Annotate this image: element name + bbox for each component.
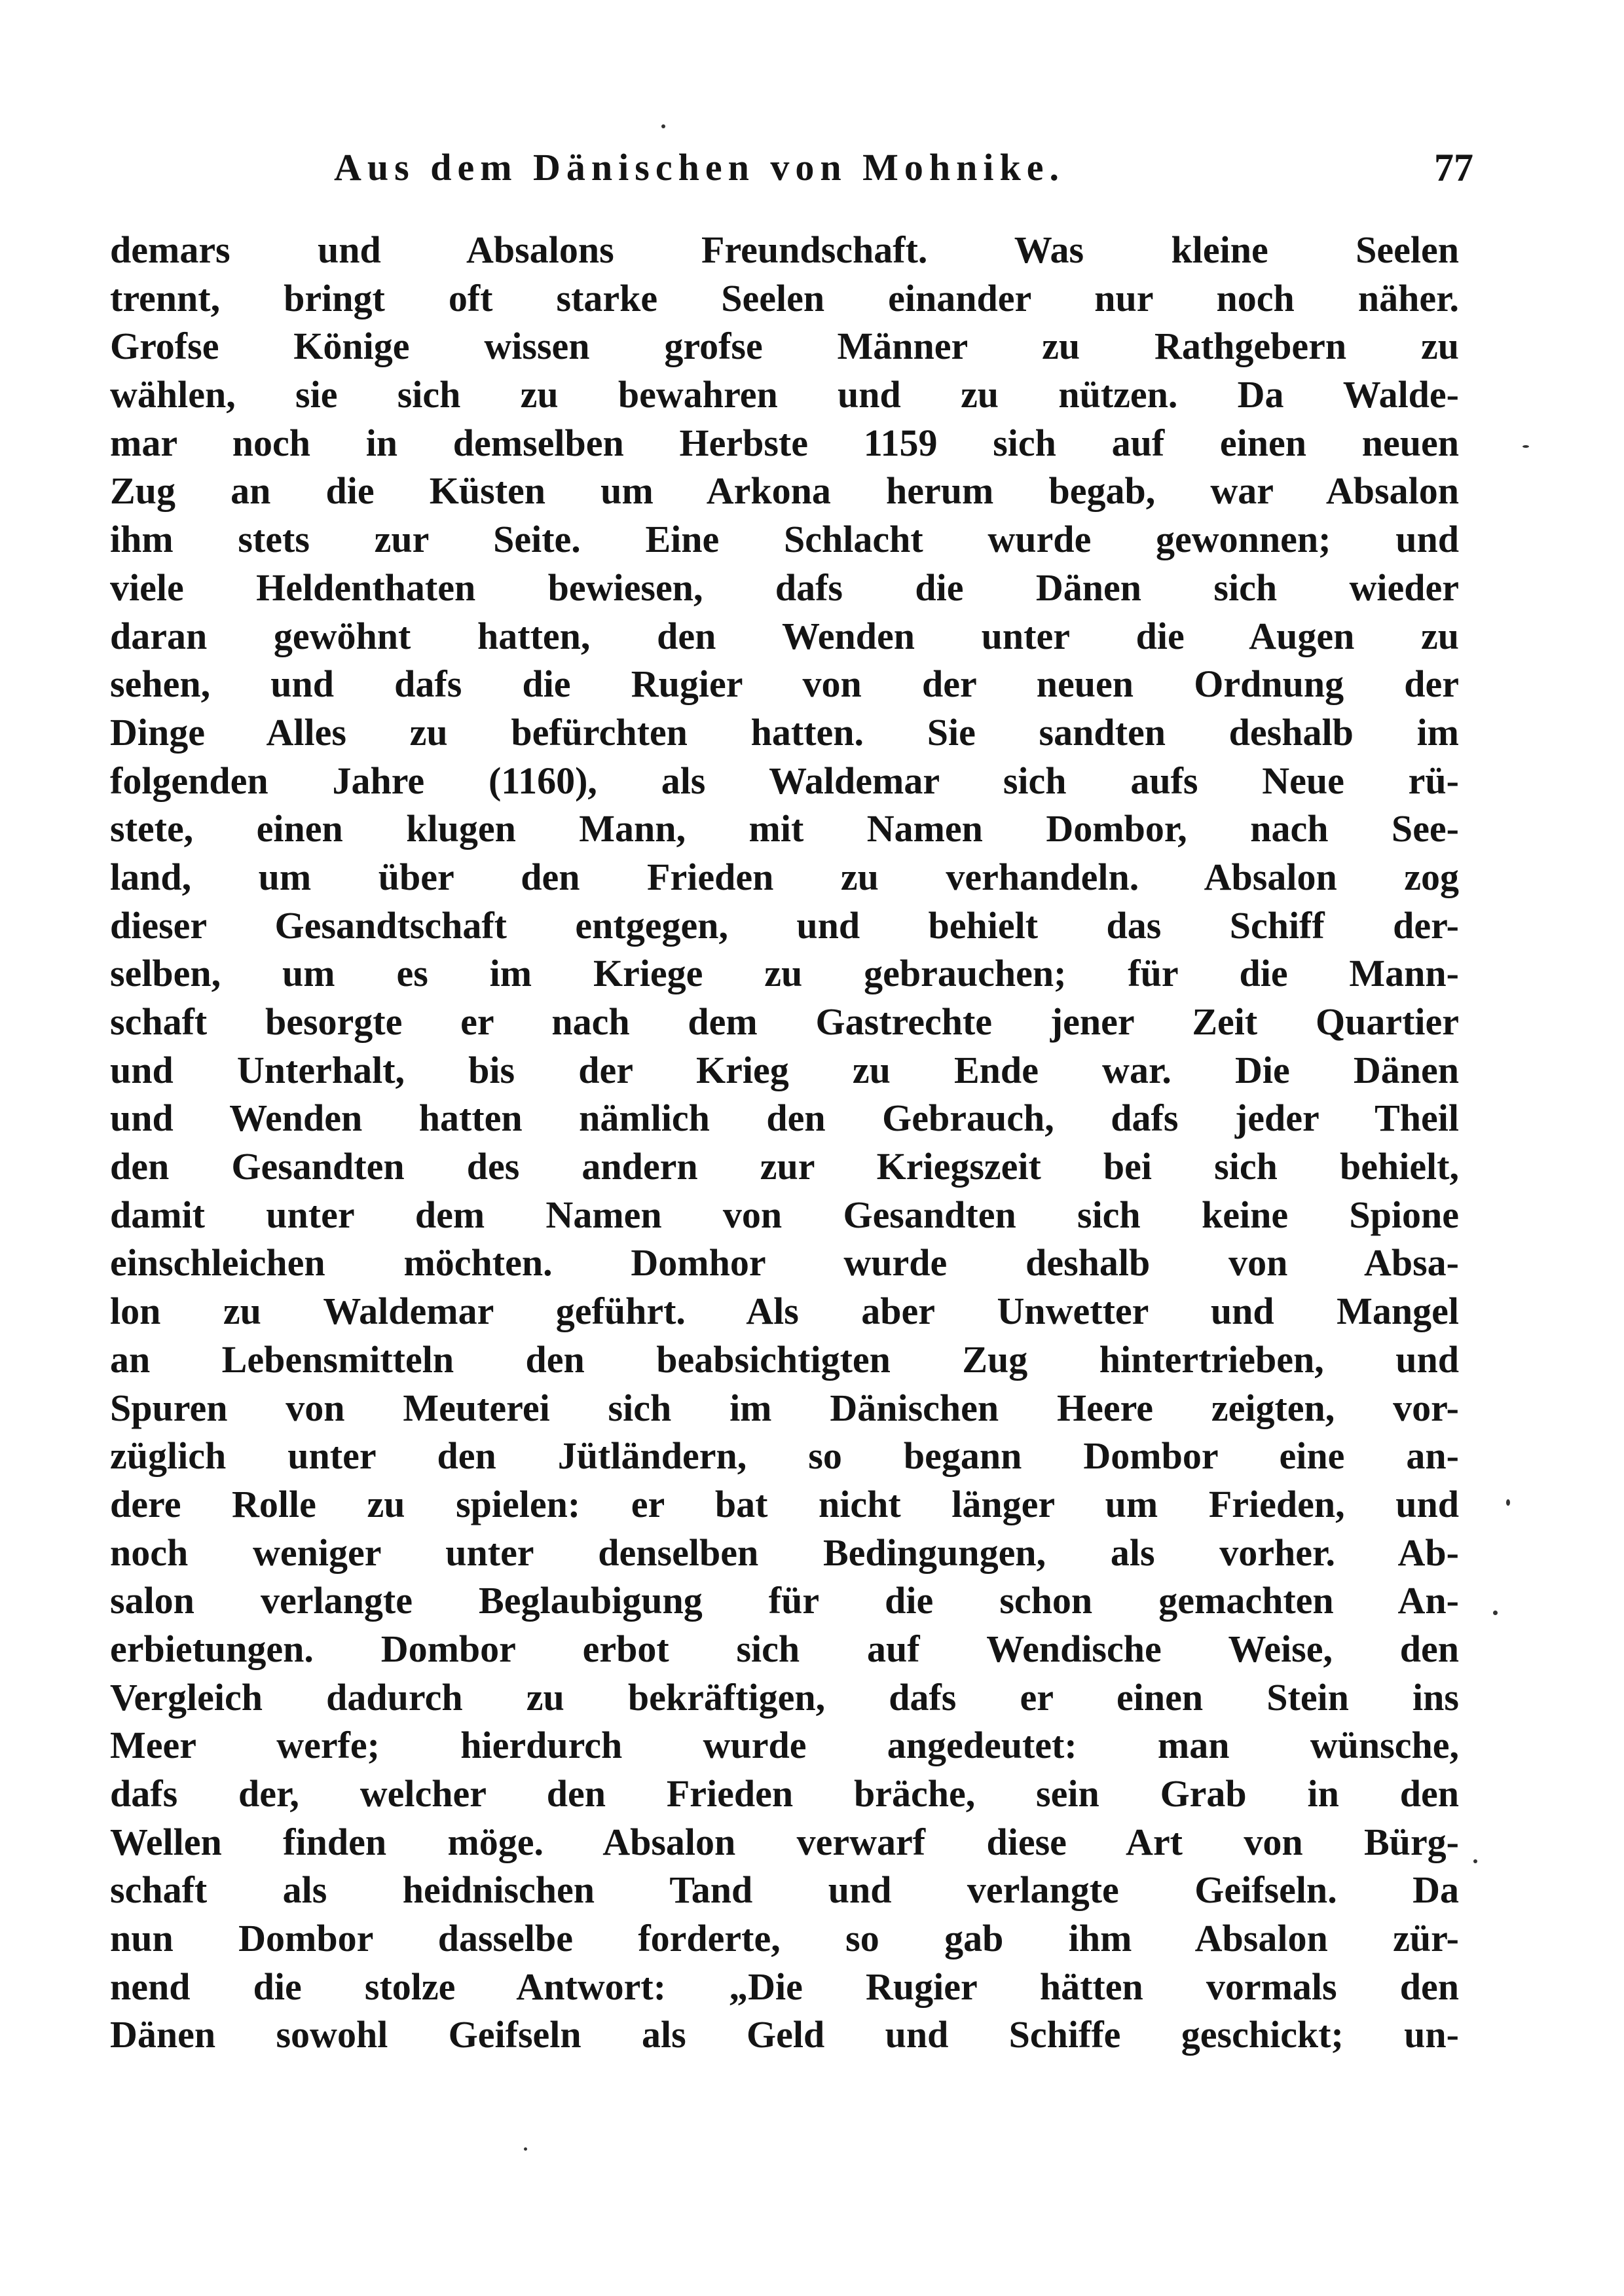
text-line: stete, einen klugen Mann, mit Namen Dombor, nach See- — [110, 807, 1459, 850]
ink-speck — [524, 2147, 527, 2151]
text-line: dieser Gesandtschaft entgegen, und behielt das Schiff der- — [110, 903, 1459, 947]
text-line: Vergleich dadurch zu bekräftigen, dafs er einen Stein ins — [110, 1675, 1459, 1719]
ink-speck — [1473, 1859, 1477, 1863]
text-line: Wellen finden möge. Absalon verwarf diese Art von Bürg- — [110, 1820, 1459, 1863]
text-line: demars und Absalons Freundschaft. Was kleine Seelen — [110, 228, 1459, 271]
text-line: folgenden Jahre (1160), als Waldemar sich aufs Neue rü- — [110, 759, 1459, 802]
text-line: damit unter dem Namen von Gesandten sich keine Spione — [110, 1193, 1459, 1236]
ink-speck — [661, 124, 665, 128]
text-line: mar noch in demselben Herbste 1159 sich auf einen neuen — [110, 421, 1459, 464]
ink-speck — [1522, 445, 1529, 448]
text-line: daran gewöhnt hatten, den Wenden unter die Augen zu — [110, 614, 1459, 657]
text-line: sehen, und dafs die Rugier von der neuen Ordnung der — [110, 663, 1459, 706]
text-line: den Gesandten des andern zur Kriegszeit bei sich behielt, — [110, 1145, 1459, 1188]
page-number: 77 — [1434, 146, 1473, 189]
text-line: und Wenden hatten nämlich den Gebrauch, dafs jeder Theil — [110, 1097, 1459, 1140]
text-line: lon zu Waldemar geführt. Als aber Unwetter und Mangel — [110, 1290, 1459, 1333]
text-line: Grofse Könige wissen grofse Männer zu Rathgebern zu — [110, 325, 1459, 368]
text-line: Meer werfe; hierdurch wurde angedeutet: man wünsche, — [110, 1724, 1459, 1767]
running-title: Aus dem Dänischen von Mohnike. — [334, 146, 1065, 189]
text-line: Spuren von Meuterei sich im Dänischen Heere zeigten, vor- — [110, 1386, 1459, 1429]
text-line: züglich unter den Jütländern, so begann Dombor eine an- — [110, 1434, 1459, 1478]
text-line: erbietungen. Dombor erbot sich auf Wendische Weise, den — [110, 1627, 1459, 1670]
text-line: trennt, bringt oft starke Seelen einander nur noch näher. — [110, 276, 1459, 319]
text-line: selben, um es im Kriege zu gebrauchen; für die Mann- — [110, 952, 1459, 995]
ink-speck — [1493, 1611, 1498, 1615]
text-line: salon verlangte Beglaubigung für die schon gemachten An- — [110, 1579, 1459, 1622]
running-head — [308, 145, 1473, 204]
text-line: schaft als heidnischen Tand und verlangte Geifseln. Da — [110, 1868, 1459, 1912]
text-line: Dänen sowohl Geifseln als Geld und Schiffe geschickt; un- — [110, 2013, 1459, 2056]
text-line: an Lebensmitteln den beabsichtigten Zug hintertrieben, und — [110, 1338, 1459, 1381]
text-line: nun Dombor dasselbe forderte, so gab ihm Absalon zür- — [110, 1917, 1459, 1960]
text-line: und Unterhalt, bis der Krieg zu Ende war. Die Dänen — [110, 1048, 1459, 1091]
text-line: Dinge Alles zu befürchten hatten. Sie sandten deshalb im — [110, 710, 1459, 754]
text-line: einschleichen möchten. Domhor wurde deshalb von Absa- — [110, 1241, 1459, 1285]
text-line: wählen, sie sich zu bewahren und zu nützen. Da Walde- — [110, 373, 1459, 416]
text-line: Zug an die Küsten um Arkona herum begab, war Absalon — [110, 469, 1459, 513]
ink-speck — [1506, 1499, 1510, 1506]
body-text — [110, 226, 1459, 2059]
text-line: nend die stolze Antwort: „Die Rugier hätten vormals den — [110, 1965, 1459, 2008]
text-line: land, um über den Frieden zu verhandeln. Absalon zog — [110, 855, 1459, 898]
text-line: ihm stets zur Seite. Eine Schlacht wurde gewonnen; und — [110, 518, 1459, 561]
text-line: schaft besorgte er nach dem Gastrechte jener Zeit Quartier — [110, 1000, 1459, 1043]
text-line: viele Heldenthaten bewiesen, dafs die Dänen sich wieder — [110, 566, 1459, 609]
text-line: dafs der, welcher den Frieden bräche, sein Grab in den — [110, 1772, 1459, 1815]
text-line: noch weniger unter denselben Bedingungen, als vorher. Ab- — [110, 1531, 1459, 1574]
text-line: dere Rolle zu spielen: er bat nicht länger um Frieden, und — [110, 1482, 1459, 1525]
